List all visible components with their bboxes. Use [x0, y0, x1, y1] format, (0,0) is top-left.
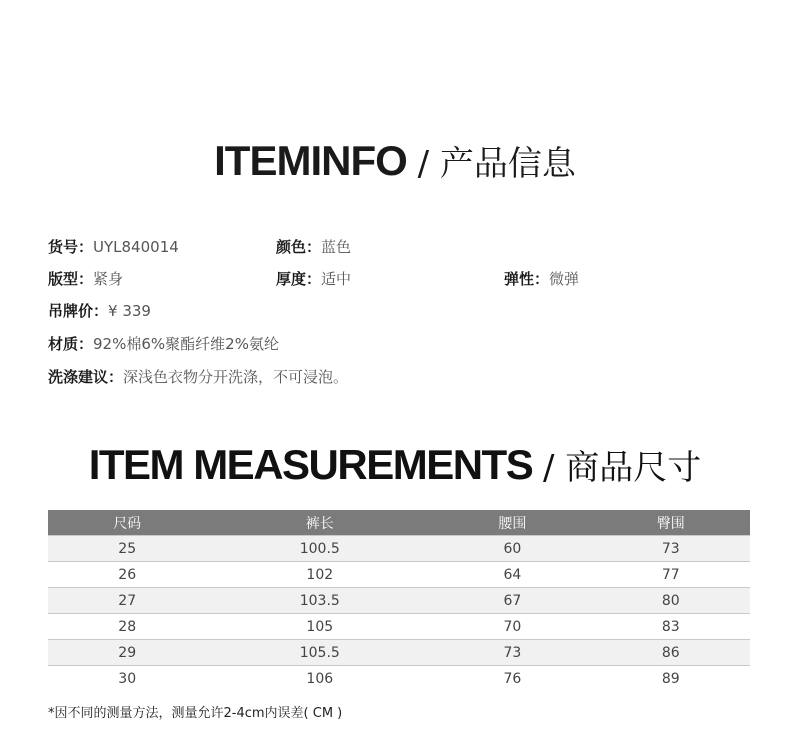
info-material	[48, 333, 279, 354]
table-header-row	[48, 510, 750, 536]
item-info-title	[0, 136, 790, 185]
cell-length: 105.5	[206, 640, 433, 666]
info-thickness-label: 厚度：	[276, 270, 322, 288]
cell-size: 29	[48, 640, 206, 666]
measurements-title-sep: /	[532, 448, 566, 488]
cell-hip: 89	[592, 666, 750, 692]
cell-size: 28	[48, 614, 206, 640]
cell-length: 103.5	[206, 588, 433, 614]
header-waist: 腰围	[433, 510, 591, 536]
header-length: 裤长	[206, 510, 433, 536]
info-thickness	[276, 268, 351, 289]
cell-size: 27	[48, 588, 206, 614]
table-row	[48, 562, 750, 588]
measurements-title	[0, 440, 790, 489]
table-row	[48, 588, 750, 614]
item-info-title-cn: 产品信息	[439, 144, 576, 184]
cell-length: 106	[206, 666, 433, 692]
info-color-label: 颜色：	[276, 238, 322, 256]
cell-length: 100.5	[206, 536, 433, 562]
cell-hip: 86	[592, 640, 750, 666]
info-elasticity	[504, 268, 579, 289]
info-color-value: 蓝色	[321, 238, 352, 256]
measurements-title-cn: 商品尺寸	[565, 448, 702, 488]
info-item-no-label: 货号：	[48, 238, 94, 256]
info-color	[276, 236, 351, 257]
cell-hip: 73	[592, 536, 750, 562]
cell-size: 26	[48, 562, 206, 588]
info-elasticity-value: 微弹	[549, 270, 580, 288]
info-thickness-value: 适中	[321, 270, 352, 288]
table-row	[48, 614, 750, 640]
info-price	[48, 300, 151, 321]
info-material-value: 92%棉6%聚酯纤维2%氨纶	[93, 335, 279, 353]
cell-waist: 76	[433, 666, 591, 692]
item-info-title-sep: /	[406, 144, 440, 184]
cell-waist: 73	[433, 640, 591, 666]
info-fit	[48, 268, 123, 289]
info-item-no-value: UYL840014	[93, 238, 179, 256]
header-size: 尺码	[48, 510, 206, 536]
info-material-label: 材质：	[48, 335, 94, 353]
cell-size: 30	[48, 666, 206, 692]
cell-waist: 64	[433, 562, 591, 588]
header-hip: 臀围	[592, 510, 750, 536]
cell-size: 25	[48, 536, 206, 562]
info-fit-value: 紧身	[93, 270, 124, 288]
cell-waist: 70	[433, 614, 591, 640]
measurements-title-en: ITEM MEASUREMENTS	[88, 441, 533, 488]
info-washing-label: 洗涤建议：	[48, 368, 124, 386]
cell-waist: 67	[433, 588, 591, 614]
measurement-footnote: *因不同的测量方法，测量允许2-4cm内误差( CM )	[48, 706, 343, 721]
cell-hip: 83	[592, 614, 750, 640]
cell-waist: 60	[433, 536, 591, 562]
cell-hip: 77	[592, 562, 750, 588]
cell-length: 105	[206, 614, 433, 640]
info-washing-value: 深浅色衣物分开洗涤，不可浸泡。	[123, 368, 349, 386]
info-fit-label: 版型：	[48, 270, 94, 288]
table-row	[48, 536, 750, 562]
measurements-table	[48, 510, 750, 691]
cell-hip: 80	[592, 588, 750, 614]
info-washing	[48, 366, 348, 387]
cell-length: 102	[206, 562, 433, 588]
info-elasticity-label: 弹性：	[504, 270, 550, 288]
info-price-label: 吊牌价：	[48, 302, 109, 320]
info-price-value: ¥ 339	[108, 302, 151, 320]
table-row	[48, 640, 750, 666]
item-info-title-en: ITEMINFO	[214, 137, 407, 184]
table-row	[48, 666, 750, 692]
info-item-no	[48, 236, 179, 257]
